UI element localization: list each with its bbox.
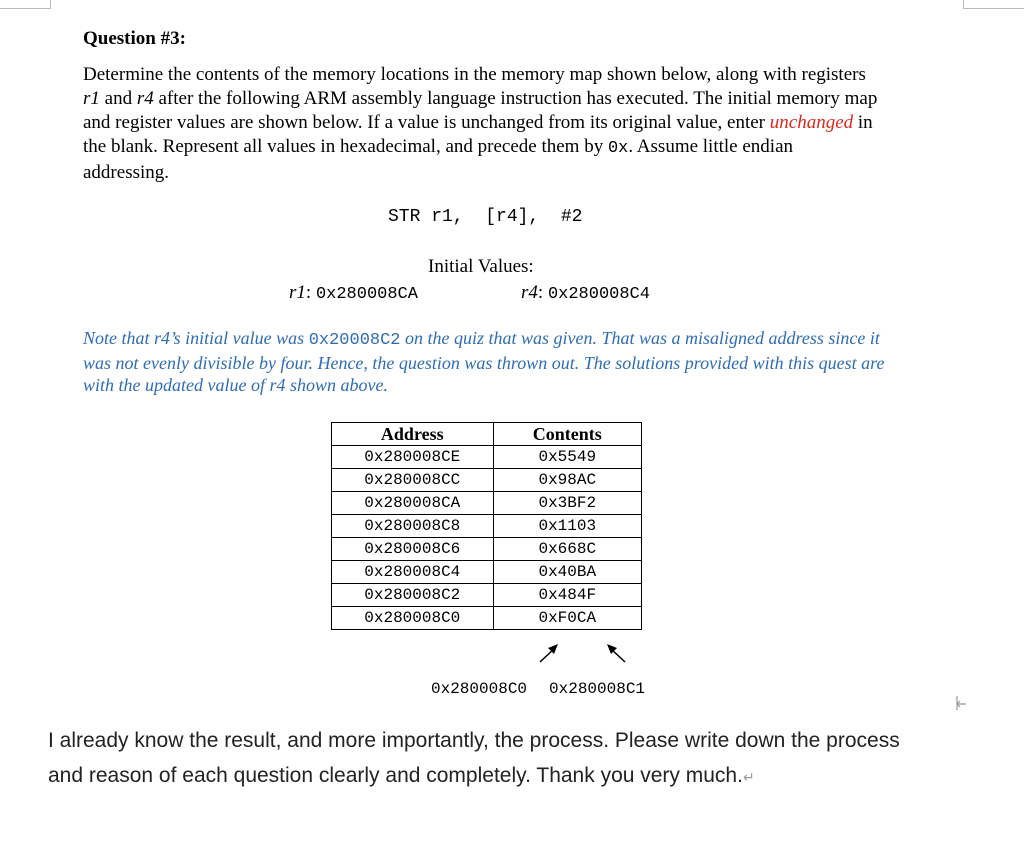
byte-label-high: 0x280008C1 — [549, 680, 646, 698]
address-cell: 0x280008CE — [332, 446, 494, 469]
register-r4-initial: r4: 0x280008C4 — [521, 282, 650, 304]
initial-values-title: Initial Values: — [428, 256, 534, 277]
paragraph-text: after the following ARM assembly language instruction has executed. The initial memory map and register values are shown below. If a value is unchanged from its original value, enter — [83, 88, 878, 133]
arrow-left-icon — [540, 644, 558, 662]
contents-cell: 0x1103 — [493, 515, 641, 538]
unchanged-keyword: unchanged — [769, 112, 854, 133]
register-r1-initial: r1: 0x280008CA — [289, 282, 418, 304]
byte-label-low: 0x280008C0 — [431, 680, 528, 698]
note-paragraph — [83, 327, 903, 396]
question-paragraph — [83, 63, 883, 185]
contents-cell: 0x5549 — [493, 446, 641, 469]
register-label: r4 — [521, 282, 538, 303]
paragraph-text: . Assume little endian addressing. — [83, 136, 794, 183]
table-row — [332, 446, 642, 469]
contents-cell: 0x98AC — [493, 469, 641, 492]
address-cell: 0x280008C0 — [332, 607, 494, 630]
paragraph-text: in the blank. Represent all values in hexadecimal, and precede them by — [83, 112, 873, 157]
request-line-text: and reason of each question clearly and completely. Thank you very much. — [48, 764, 743, 787]
request-line: I already know the result, and more importantly, the process. Please write down the process — [48, 729, 900, 752]
address-cell: 0x280008CC — [332, 469, 494, 492]
table-row — [332, 607, 642, 630]
contents-cell: 0xF0CA — [493, 607, 641, 630]
return-mark-icon: ↵ — [742, 769, 755, 785]
page-corner-left — [0, 0, 51, 9]
address-cell: 0x280008C4 — [332, 561, 494, 584]
table-row — [332, 515, 642, 538]
hex-prefix: 0x — [607, 139, 629, 158]
contents-cell: 0x40BA — [493, 561, 641, 584]
register-label: r1 — [289, 282, 306, 303]
address-cell: 0x280008CA — [332, 492, 494, 515]
arrow-right-icon — [607, 644, 625, 662]
register-value: 0x280008CA — [315, 285, 418, 304]
paragraph-text: Determine the contents of the memory locations in the memory map shown below, along with registers — [83, 64, 866, 85]
old-r4-value: 0x20008C2 — [308, 331, 401, 350]
table-row — [332, 469, 642, 492]
address-cell: 0x280008C8 — [332, 515, 494, 538]
page-corner-right — [963, 0, 1024, 9]
byte-address-labels — [431, 680, 645, 698]
byte-pointer-arrows — [530, 640, 640, 670]
question-title: Question #3: — [83, 28, 186, 49]
register-r1-ref: r1 — [83, 88, 100, 109]
table-row — [332, 584, 642, 607]
contents-header: Contents — [493, 423, 641, 446]
arm-instruction: STR r1, [r4], #2 — [388, 207, 583, 227]
table-row — [332, 538, 642, 561]
address-header: Address — [332, 423, 494, 446]
note-text: Note that r4’s initial value was — [83, 328, 309, 348]
return-mark-icon — [952, 694, 968, 712]
paragraph-text: and — [99, 88, 137, 109]
table-row — [332, 492, 642, 515]
table-row — [332, 561, 642, 584]
register-value: 0x280008C4 — [547, 285, 650, 304]
register-r4-ref: r4 — [136, 88, 154, 109]
memory-map-table — [331, 422, 642, 630]
contents-cell: 0x668C — [493, 538, 641, 561]
request-text — [48, 723, 988, 795]
note-text: on the quiz that was given. That was a misaligned address since it was not evenly divisible by four. Hence, the question was thrown out. The solutions provided with this quest are with the updated value of r4 shown above. — [83, 328, 885, 395]
request-line — [48, 758, 988, 795]
address-cell: 0x280008C2 — [332, 584, 494, 607]
contents-cell: 0x3BF2 — [493, 492, 641, 515]
address-cell: 0x280008C6 — [332, 538, 494, 561]
contents-cell: 0x484F — [493, 584, 641, 607]
table-header-row — [332, 423, 642, 446]
